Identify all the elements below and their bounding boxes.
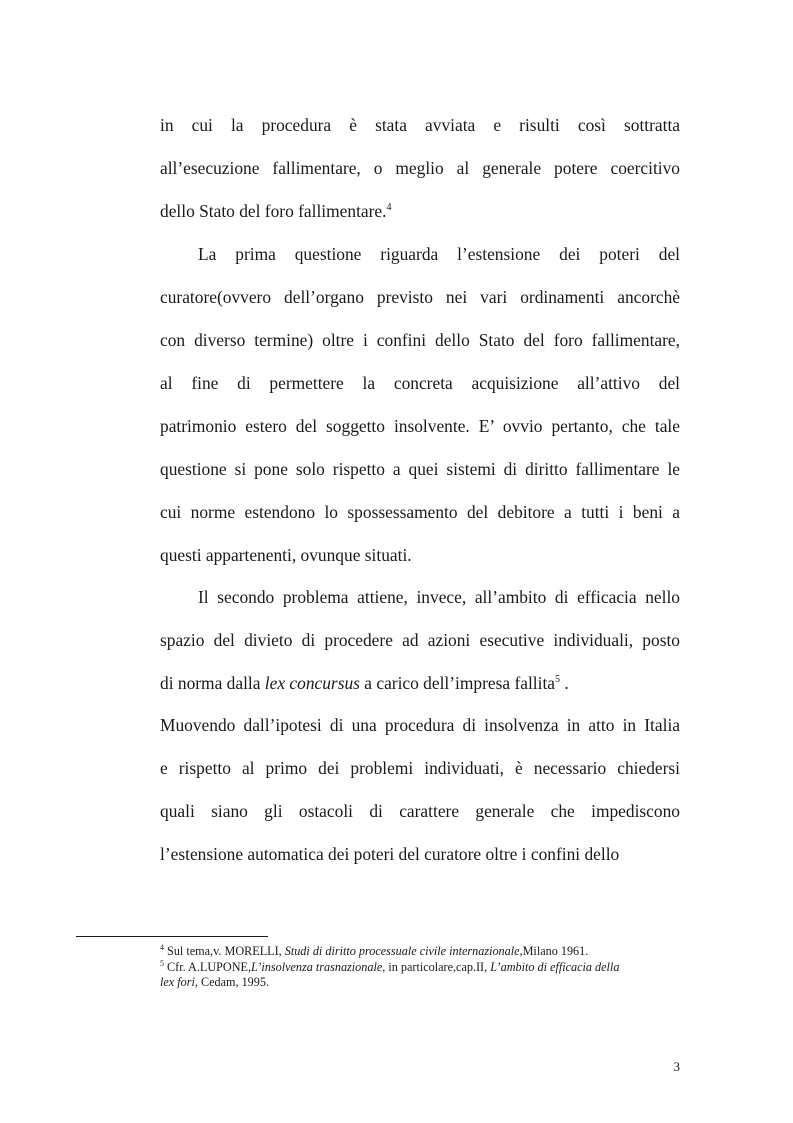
body-line-14: di norma dalla lex concursus a carico dell’impresa fallita$^5$ . xyxy=(160,673,569,693)
body-line-9: questione si pone solo rispetto a quei sistemi di diritto fallimentare le xyxy=(160,459,680,479)
footnote-ref-4[interactable]: 4 xyxy=(386,202,392,214)
body-line-15: Muovendo dall’ipotesi di una procedura di insolvenza in atto in Italia xyxy=(160,715,680,735)
footnote-4: $^4$ Sul tema,v. MORELLI, Studi di diritto processuale civile internazionale,Milano 1961. xyxy=(160,942,589,958)
body-line-10: cui norme estendono lo spossessamento del debitore a tutti i beni a xyxy=(160,502,680,522)
body-line-2: all’esecuzione fallimentare, o meglio al generale potere coercitivo xyxy=(160,158,680,178)
footnote-separator xyxy=(76,936,268,937)
body-line-7: al fine di permettere la concreta acquisizione all’attivo del xyxy=(160,373,680,393)
body-line-11: questi appartenenti, ovunque situati. xyxy=(160,545,412,565)
body-line-6: con diverso termine) oltre i confini dello Stato del foro fallimentare, xyxy=(160,330,680,350)
body-line-13: spazio del divieto di procedere ad azioni esecutive individuali, posto xyxy=(160,630,680,650)
body-line-16: e rispetto al primo dei problemi individuati, è necessario chiedersi xyxy=(160,758,680,778)
body-line-5: curatore(ovvero dell’organo previsto nei vari ordinamenti ancorchè xyxy=(160,287,680,307)
body-line-8: patrimonio estero del soggetto insolvente. E’ ovvio pertanto, che tale xyxy=(160,416,680,436)
footnote-number-5: 5 xyxy=(160,958,164,968)
body-line-17: quali siano gli ostacoli di carattere generale che impediscono xyxy=(160,801,680,821)
footnote-number-4: 4 xyxy=(160,942,164,952)
body-line-1: in cui la procedura è stata avviata e risulti così sottratta xyxy=(160,115,680,135)
body-line-12: Il secondo problema attiene, invece, all’ambito di efficacia nello xyxy=(198,587,680,607)
body-line-18: l’estensione automatica dei poteri del curatore oltre i confini dello xyxy=(160,844,620,864)
lex-concursus-term: lex concursus xyxy=(264,673,360,693)
footnote-5: $^5$ Cfr. A.LUPONE,L’insolvenza trasnazionale, in particolare,cap.II, L’ambito di efficacia della xyxy=(160,958,620,974)
page-number: 3 xyxy=(673,1059,680,1074)
body-line-3: dello Stato del foro fallimentare.$^4$ xyxy=(160,201,392,221)
body-line-4: La prima questione riguarda l’estensione dei poteri del xyxy=(198,244,680,264)
footnote-5-continued: lex fori, Cedam, 1995. xyxy=(160,975,270,989)
footnote-ref-5[interactable]: 5 xyxy=(555,674,560,686)
